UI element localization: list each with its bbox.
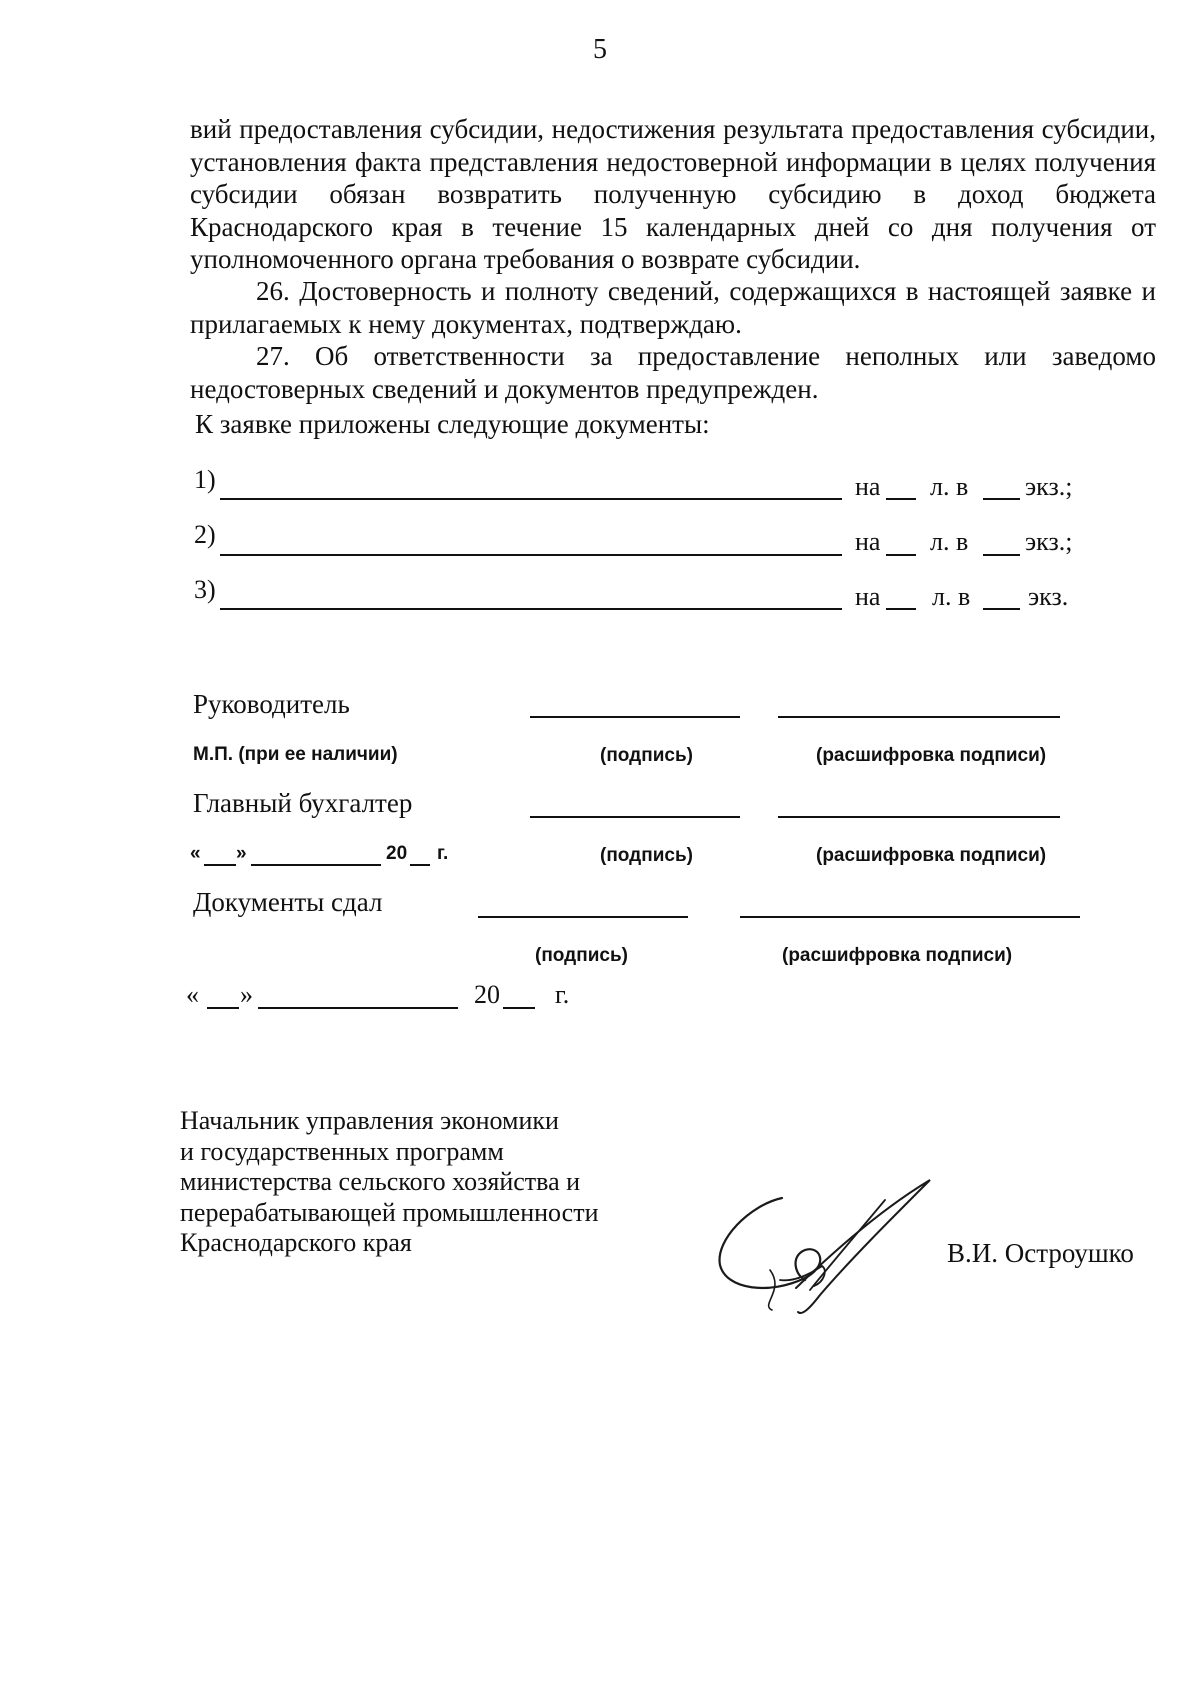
- stamp-label: М.П. (при ее наличии): [193, 744, 398, 765]
- head-decoding-line[interactable]: [778, 716, 1060, 718]
- handwritten-signature: [710, 1170, 940, 1320]
- date-year-blank[interactable]: [410, 864, 430, 866]
- decoding-caption: (расшифровка подписи): [816, 845, 1047, 866]
- paragraph-27: 27. Об ответственности за предоставление неполных или заведомо недостоверных сведений и документов предупрежден.: [190, 341, 1156, 404]
- attachment-na: на: [855, 472, 881, 501]
- attachment-sheets-label: л. в: [932, 582, 971, 611]
- decoding-caption: (расшифровка подписи): [816, 745, 1047, 766]
- date-year-prefix: 20: [386, 843, 408, 864]
- date-year-blank[interactable]: [503, 1007, 535, 1009]
- attachment-number: 3): [194, 575, 216, 604]
- copies-count-blank[interactable]: [983, 554, 1020, 556]
- date-close-quote: »: [240, 980, 253, 1009]
- attachment-na: на: [855, 582, 881, 611]
- submitted-label: Документы сдал: [193, 887, 383, 917]
- date-day-blank[interactable]: [204, 864, 236, 866]
- copies-count-blank[interactable]: [983, 608, 1020, 610]
- attachment-copies-label: экз.;: [1025, 472, 1073, 501]
- attachment-copies-label: экз.;: [1025, 527, 1073, 556]
- official-name: В.И. Остроушко: [947, 1238, 1134, 1268]
- signature-caption: (подпись): [600, 745, 693, 766]
- attachment-title-blank[interactable]: [220, 554, 842, 556]
- date-month-blank[interactable]: [251, 864, 381, 866]
- attachment-na: на: [855, 527, 881, 556]
- attachment-title-blank[interactable]: [220, 608, 842, 610]
- sheets-count-blank[interactable]: [886, 554, 916, 556]
- head-signature-line[interactable]: [530, 716, 740, 718]
- attachments-intro: К заявке приложены следующие документы:: [195, 409, 710, 439]
- attachment-number: 1): [194, 465, 216, 494]
- paragraph-continuation: вий предоставления субсидии, недостижения результата предоставления субсидии, установления факта представления недостоверной информации в целях получения субсидии обязан возвратить полученную субсидию в доход бюджета Краснодарского края в течение 15 календарных дней со дня получения от уполномоченного органа требования о возврате субсидии.: [190, 114, 1156, 274]
- sheets-count-blank[interactable]: [886, 608, 916, 610]
- sheets-count-blank[interactable]: [886, 498, 916, 500]
- paragraph-26: 26. Достоверность и полноту сведений, содержащихся в настоящей заявке и прилагаемых к нему документах, подтверждаю.: [190, 276, 1156, 339]
- attachment-sheets-label: л. в: [930, 527, 969, 556]
- attachment-number: 2): [194, 520, 216, 549]
- submitted-signature-line[interactable]: [478, 916, 688, 918]
- attachment-copies-label: экз.: [1028, 582, 1069, 611]
- attachment-sheets-label: л. в: [930, 472, 969, 501]
- date-open-quote: «: [190, 843, 201, 864]
- decoding-caption: (расшифровка подписи): [782, 945, 1013, 966]
- date-open-quote: «: [186, 980, 199, 1009]
- accountant-decoding-line[interactable]: [778, 816, 1060, 818]
- submitted-decoding-line[interactable]: [740, 916, 1080, 918]
- signature-caption: (подпись): [600, 845, 693, 866]
- accountant-label: Главный бухгалтер: [193, 788, 413, 818]
- page-number: 5: [593, 34, 607, 65]
- date-year-suffix: г.: [437, 843, 449, 864]
- accountant-signature-line[interactable]: [530, 816, 740, 818]
- date-close-quote: »: [236, 843, 247, 864]
- official-position: Начальник управления экономики и государственных программ министерства сельского хозяйства и перерабатывающей промышленности Краснодарского края: [180, 1106, 599, 1257]
- date-year-prefix: 20: [474, 980, 500, 1009]
- date-month-blank[interactable]: [258, 1007, 458, 1009]
- signature-caption: (подпись): [535, 945, 628, 966]
- attachment-title-blank[interactable]: [220, 498, 842, 500]
- copies-count-blank[interactable]: [983, 498, 1020, 500]
- date-day-blank[interactable]: [207, 1007, 239, 1009]
- head-label: Руководитель: [193, 689, 350, 719]
- date-year-suffix: г.: [555, 980, 570, 1009]
